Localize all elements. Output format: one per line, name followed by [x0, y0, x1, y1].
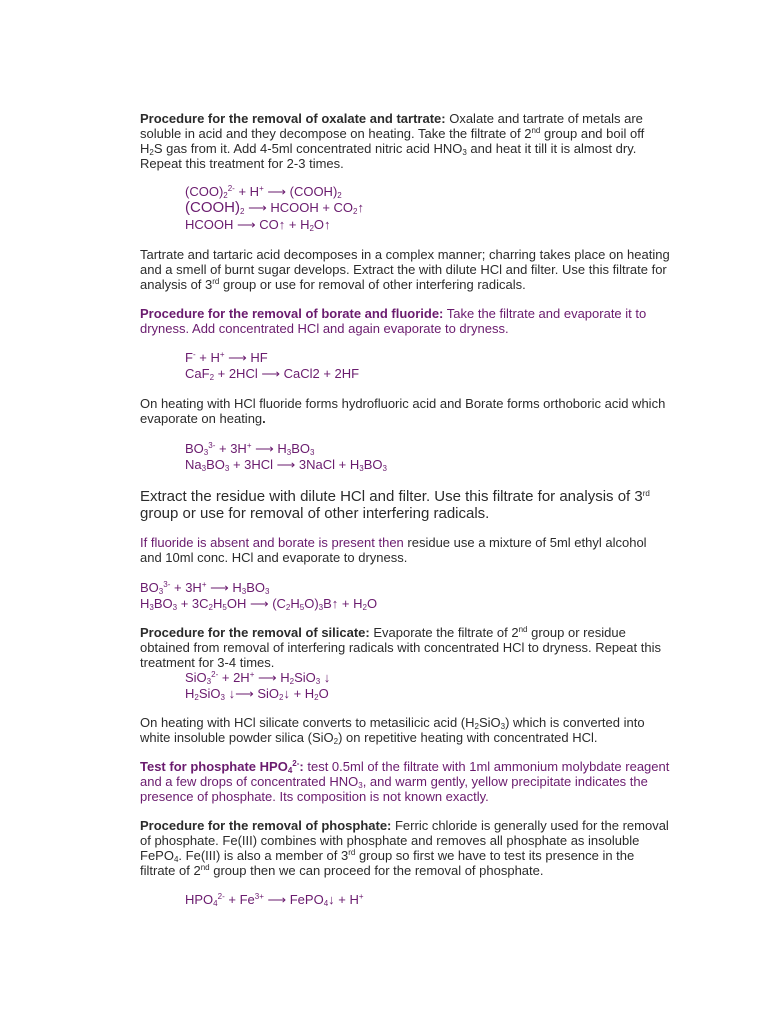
oxalate-paragraph: Procedure for the removal of oxalate and tartrate: Oxalate and tartrate of metals are soluble in acid and they decompose on heating. Take the filtrate of 2nd group and boil off $H_2S$ gas from it. Add 4-5ml concentrated nitric acid $HNO_3$ and heat it till it is almost dry. Repeat this treatment for 2-3 times. [140, 111, 645, 171]
phosphate-paragraph: Procedure for the removal of phosphate: Ferric chloride is generally used for the removal of phosphate. Fe(III) combines with phosphate and removes all phosphate as insoluble FePO$_4$. Fe(III) is also a member of 3rd group so first we have to test its presence in the filtrate of 2nd group then we can proceed for the removal of phosphate. [140, 818, 669, 878]
phosphate-heading: Procedure for the removal of phosphate: [140, 818, 392, 833]
borate-paragraph: Procedure for the removal of borate and fluoride: Take the filtrate and evaporate it to dryness. Add concentrated HCl and again evaporate to dryness. [140, 306, 647, 336]
oxalate-equation-3: HCOOH ⟶ CO↑ + $H_2O↑$ [185, 217, 331, 233]
silicate-heading: Procedure for the removal of silicate: [140, 625, 370, 640]
oxalate-equation-2: $(COOH)_2$ ⟶ HCOOH + $CO_2↑$ [185, 199, 364, 216]
silicate-equation-2: $H_2SiO_3$ ↓⟶ SiO$_2$↓ + $H_2O$ [185, 686, 329, 702]
ethyl-equation-1: $BO_3^{3-} + 3H^+$ ⟶ $H_3BO_3$ [140, 580, 270, 596]
silicate-note-paragraph: On heating with HCl silicate converts to metasilicic acid $(H_2SiO_3)$ which is converted into white insoluble powder silica (SiO$_2$) on repetitive heating with concentrated HCl. [140, 715, 645, 746]
heating-paragraph: On heating with HCl fluoride forms hydrofluoric acid and Borate forms orthoboric acid which evaporate on heating. [140, 396, 666, 426]
fluoride-equation-1: F- + H+ ⟶ HF [185, 350, 268, 365]
silicate-paragraph: Procedure for the removal of silicate: Evaporate the filtrate of 2nd group or residue obtained from removal of interfering radicals with concentrated HCl to dryness. Repeat this treatment for 3-4 times. [140, 625, 661, 670]
ethyl-equation-2: $H_3BO_3 + 3C_2H_5OH$ ⟶ $(C_2H_5O)_3B↑ + H_2O$ [140, 596, 378, 612]
phosphate-equation-1: $HPO_4^{2-} + Fe^{3+}$ ⟶ FePO$_4$↓ + H+ [185, 892, 364, 908]
tartrate-paragraph: Tartrate and tartaric acid decomposes in a complex manner; charring takes place on heating and a smell of burnt sugar develops. Extract the with dilute HCl and filter. Use this filtrate for analysis of 3rd group or use for removal of other interfering radicals. [140, 247, 670, 292]
borate-equation-2: $Na_3BO_3 + 3HCl$ ⟶ 3NaCl + $H_3BO_3$ [185, 457, 387, 473]
fluoride-absent-paragraph: If fluoride is absent and borate is present then residue use a mixture of 5ml ethyl alcohol and 10ml conc. HCl and evaporate to dryness. [140, 535, 647, 565]
phosphate-test-paragraph: Test for phosphate $HPO_4^{2-}$: test 0.5ml of the filtrate with 1ml ammonium molybdate reagent and a few drops of concentrated $HNO_3$, and warm gently, yellow precipitate indicates the presence of phosphate. Its composition is not known exactly. [140, 759, 670, 804]
fluoride-equation-2: CaF$_2$ + 2HCl ⟶ CaCl2 + 2HF [185, 366, 360, 382]
phosphate-test-heading: Test for phosphate $HPO_4^{2-}$: [140, 759, 304, 775]
extract-paragraph: Extract the residue with dilute HCl and filter. Use this filtrate for analysis of 3rd group or use for removal of other interfering radicals. [140, 488, 650, 522]
silicate-equation-1: SiO$_3^{2-}$ + 2H+ ⟶ $H_2SiO_3$ ↓ [185, 670, 331, 686]
borate-heading: Procedure for the removal of borate and fluoride: [140, 306, 444, 321]
oxalate-heading: Procedure for the removal of oxalate and tartrate: [140, 111, 446, 126]
borate-equation-1: $BO_3^{3-} + 3H^+$ ⟶ $H_3BO_3$ [185, 441, 315, 457]
oxalate-equation-1: $(COO)_2^{2-} + H^+$ ⟶ $(COOH)_2$ [185, 184, 342, 200]
